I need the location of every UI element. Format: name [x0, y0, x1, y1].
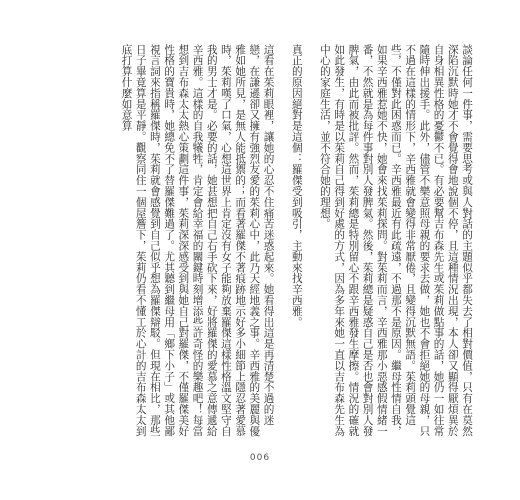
paragraph: 這看在茱莉眼裡，讓她的心忍不住痛苦迷惑起來。她看得出這是再清楚不過的迷戀，在謙遜卻又擁有強烈友愛的茱莉心中，此乃天經地義之事。辛西雅的美麗與優雅如她所見，是無人能抵禦的；而看著羅傑不著痕跡地示好多小細節上隱忍著愛慕時，茱莉嘆了口氣，心想這世界上肯定沒有女子能夠放棄羅傑這樣性格溫文堅守自我的男士才是。必要的話，她甚想把自己右手砍下來，好將羅傑的愛慕之意傳遞給辛西雅。這樣的自我犧牲，肯定會給幸福的關鍵時刻增添些許奇怪的樂趣吧！每當想到吉布森太太熱心策劃這件事，茱莉深深感受到與她自己對羅傑，不僅羅傑美好性格的寶貴時，她總免不了替羅傑難過了。尤其聽到繼母用「鄉下小子」或其他鄙視言詞來指稱羅傑時，茱莉就會感覺到自己似乎想為羅傑辯駁。但現在相比，那些日子畢竟算是平靜。觀察同住一個屋簷下，茱莉仍看不懂工於心計的吉布森太太到底打算什麼如意算	[120, 44, 275, 437]
paragraph: 真正的原因絕對是這個：羅傑受到吸引，主動來找辛西雅。	[290, 44, 303, 328]
page-number: 006	[249, 453, 271, 463]
paragraph: 談論任何一件事，需要思考或與人對話的主題似乎都失去了相對價值，只有在莫然深陷沉默時她才不會覺得會地說個不停，且這種情況出現，本人卻又顯得厭煩異於自身相異性格的憂鬱不已。有必要幫吉布森先生或茱莉做點事的話，她仍一如往常隨時伸出援手。此外，儘管不樂意照母親的要求去做，她也不會拒絕她的母親，只不過在這樣的情形下，辛西雅就會變得非常厭倦，且變得沉默無語。茱莉頭覺這些，不僅對此困惑而已。辛西雅最近有此疏遠，不過那不是原因。繼母性情自我，如果辛西雅惹她不快，她會來找茱莉探問。對茱莉而言，辛西雅那小惡感假情緒一番，不然就是為每件事對別人發脾氣。然後，茱莉總是疑惑自己是否也會對別人發脾氣，由此而被批評。然而，茱莉總是特別留心不跟辛西雅發生摩擦。情況的確就如此發生，有時是以茱莉自己得到好處的方式，因為多年來她一直以吉布森先生為中心的家庭生活，並不符合她的理想。	[318, 44, 473, 437]
vertical-text-body	[44, 44, 474, 442]
